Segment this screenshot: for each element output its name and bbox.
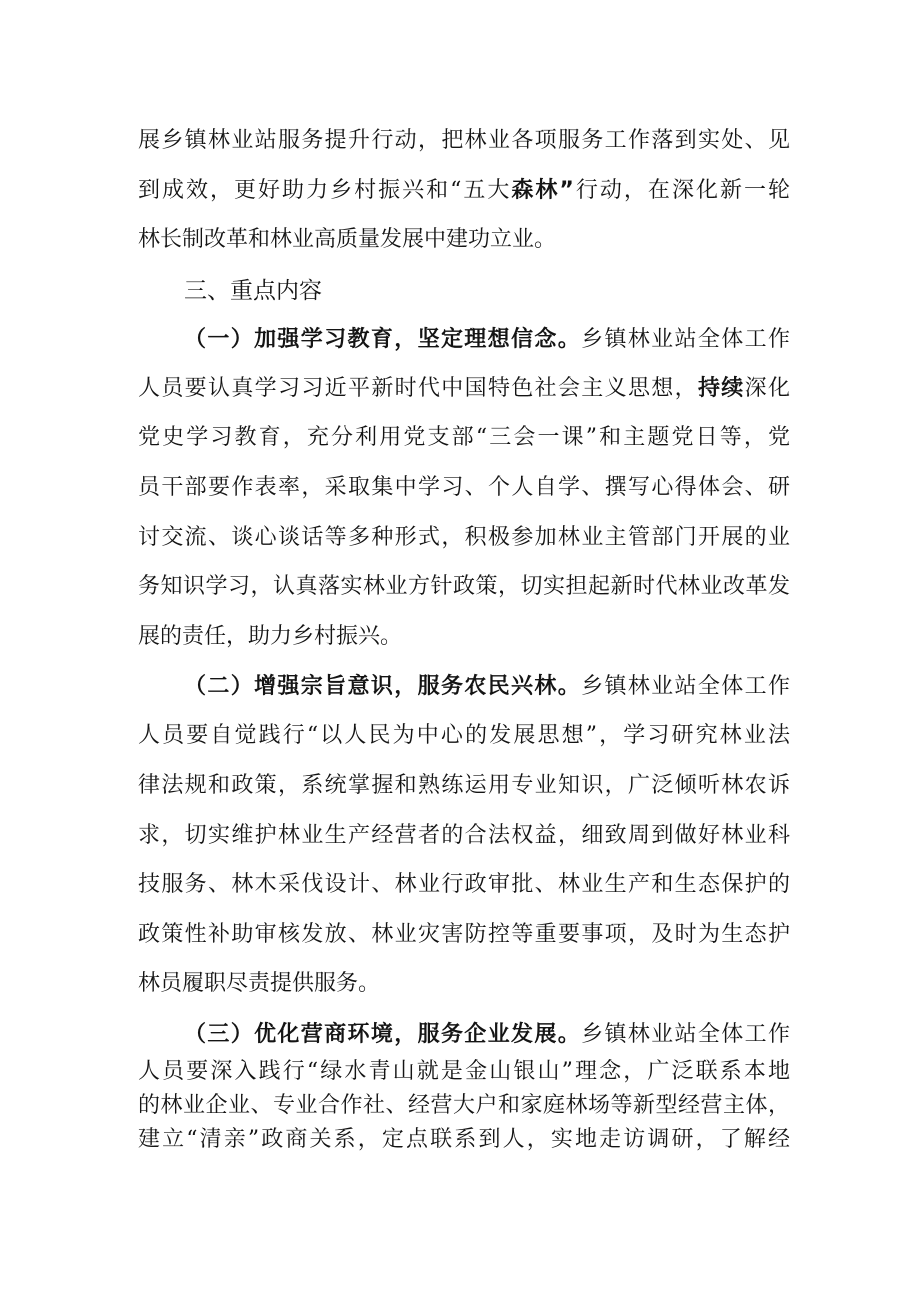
item3-line-3-text: 的林业企业、专业合作社、经营大户和家庭林场等新型经营主体，: [138, 1093, 790, 1118]
section-heading: 三、重点内容: [184, 278, 322, 304]
item1-line-2-part-a: 人员要认真学习习近平新时代中国特色社会主义思想，: [138, 376, 698, 401]
item2-line-7: [138, 964, 790, 1004]
item3-title: （三）优化营商环境，服务企业发展。: [184, 1022, 582, 1047]
item3-line-2: [138, 1058, 790, 1086]
item1-line-2-bold: 持续: [697, 376, 745, 401]
item3-line-4: [138, 1126, 790, 1154]
intro-line-2-bold: 森林”: [511, 178, 574, 203]
item3-line-3: [138, 1092, 790, 1120]
intro-line-3-text: 林长制改革和林业高质量发展中建功立业。: [138, 227, 557, 252]
item1-line-4-text: 员干部要作表率，采取集中学习、个人自学、撰写心得体会、研: [138, 475, 790, 500]
item3-line-4-text: 建立“清亲”政商关系，定点联系到人，实地走访调研，了解经: [138, 1127, 790, 1152]
item2-title: （二）增强宗旨意识，服务农民兴林。: [184, 674, 582, 699]
item2-line-5-text: 技服务、林木采伐设计、林业行政审批、林业生产和生态保护的: [138, 872, 790, 897]
item3-line-1: [184, 1015, 790, 1055]
item3-line-1-rest: 乡镇林业站全体工作: [581, 1022, 790, 1047]
intro-line-2-part-a: 到成效，更好助力乡村振兴和“五大: [138, 178, 512, 203]
intro-line-1: [138, 121, 790, 161]
item2-line-6: [138, 915, 790, 955]
item2-line-4: [138, 816, 790, 856]
item1-line-3: [138, 418, 790, 458]
item1-title: （一）加强学习教育，坚定理想信念。: [184, 327, 582, 352]
item1-line-2: [138, 369, 790, 409]
item2-line-1-rest: 乡镇林业站全体工作: [581, 674, 790, 699]
intro-line-2: [138, 171, 790, 211]
item2-line-3-text: 律法规和政策，系统掌握和熟练运用专业知识，广泛倾听林农诉: [138, 773, 790, 798]
item2-line-2: [138, 716, 790, 756]
item2-line-7-text: 林员履职尽责提供服务。: [138, 971, 381, 996]
item1-line-5: [138, 518, 790, 558]
intro-line-3: [138, 220, 790, 260]
intro-line-1-text: 展乡镇林业站服务提升行动，把林业各项服务工作落到实处、见: [138, 128, 790, 153]
item1-line-1: [184, 320, 790, 360]
item3-line-2-text: 人员要深入践行“绿水青山就是金山银山”理念，广泛联系本地: [138, 1059, 790, 1084]
item1-line-3-text: 党史学习教育，充分利用党支部“三会一课”和主题党日等，党: [138, 425, 790, 450]
item1-line-1-rest: 乡镇林业站全体工作: [581, 327, 790, 352]
item1-line-6-text: 务知识学习，认真落实林业方针政策，切实担起新时代林业改革发: [138, 574, 790, 599]
item1-line-7-text: 展的责任，助力乡村振兴。: [138, 624, 403, 649]
item1-line-6: [138, 567, 790, 607]
item1-line-4: [138, 468, 790, 508]
item2-line-5: [138, 865, 790, 905]
item1-line-7: [138, 617, 790, 657]
item2-line-4-text: 求，切实维护林业生产经营者的合法权益，细致周到做好林业科: [138, 823, 790, 848]
item2-line-2-text: 人员要自觉践行“以人民为中心的发展思想”，学习研究林业法: [138, 723, 790, 748]
item2-line-6-text: 政策性补助审核发放、林业灾害防控等重要事项，及时为生态护: [138, 922, 790, 947]
item1-line-5-text: 讨交流、谈心谈话等多种形式，积极参加林业主管部门开展的业: [138, 525, 790, 550]
item2-line-1: [184, 667, 790, 707]
intro-line-2-part-c: 行动，在深化新一轮: [573, 178, 790, 203]
item2-line-3: [138, 766, 790, 806]
item1-line-2-part-c: 深化: [744, 376, 790, 401]
